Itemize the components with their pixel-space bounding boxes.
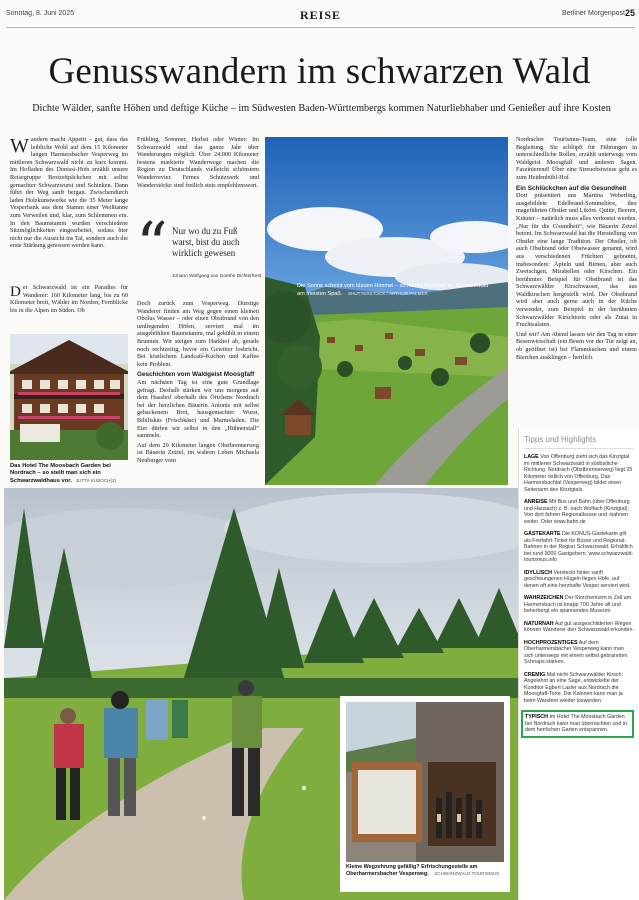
tip-label: NATURNAH xyxy=(524,620,554,627)
tip-text: Mit Bus und Bahn (über Offenburg und Hausach) z. B. nach Wolfach (Kinzigtal). Von dort fahren Regionalbusse und -bahnen weiter. Oder www.bahn.de xyxy=(524,499,630,525)
tip-item xyxy=(524,499,634,525)
page-number: 25 xyxy=(624,8,635,18)
tip-text: Auf gut ausgeschilderten Wegen können Wanderer den Schwarzwald erkunden. xyxy=(524,620,634,633)
tip-text: Mal nicht Schwarzwälder Kirsch: Angelehnt an eine Sage, entwickelte der Konditor Egbert Lasler aus Nordrach die Moosgfaff-Torte. Die Kalorien kann man ja beim Wandern wieder loswerden. xyxy=(524,671,623,704)
section-subhead: Geschichten vom Waldgeist Moosgfaff xyxy=(137,371,255,379)
hotel-photo-image xyxy=(10,334,128,460)
paragraph: Frühling, Sommer, Herbst oder Winter: Im Schwarzwald sind das ganze Jahr über Wanderungen möglich. Über 24.000 Kilometer bestens markierte Wanderwege machen die Region zu Deutschlands vielleicht schönstem Wanderrevier. Fernes Schutzwerk und Wanderstöcke sind freilich stets empfehlenswert. xyxy=(137,136,259,189)
valley-photo-image xyxy=(265,137,508,485)
section-title: REISE xyxy=(299,8,342,22)
tip-label: TYPISCH xyxy=(525,714,548,720)
tip-label: IDYLLISCH xyxy=(524,569,552,576)
tip-label: GÄSTEKARTE xyxy=(524,531,561,537)
tip-item xyxy=(524,570,634,590)
caption-text: Kleine Wegzehrung gefällig? Erfrischungsstelle am Oberharmersbacher Vesperweg. xyxy=(346,864,478,877)
paragraph: Doch zurück zum Vesperweg. Durstige Wanderer finden am Weg gegen einen kleinen Obolus Wasser – oder einen Obstbrand von den umliegenden Höfen, serviert mal im ausgehöhlten Baumstamm, mal gekühlt in einem Brunnen. Wir steigen zum Harkhof ab, gerade noch rechtzeitig, bevor ein Gewitter losbricht. Bei köstlichem Landcafé-Kuchen und Kaffee kein Problem. xyxy=(137,300,259,368)
tips-title: Tipps und Highlights xyxy=(524,435,634,449)
tip-label: ANREISE xyxy=(524,499,548,505)
refreshment-photo-caption xyxy=(346,864,506,877)
issue-date: Sonntag, 8. Juni 2025 xyxy=(6,10,75,17)
article-column-1 xyxy=(10,136,128,252)
tip-item xyxy=(524,531,634,564)
photo-credit: SCHWARZWALD TOURISMUS xyxy=(434,870,500,876)
tip-text: Von Offenburg zieht sich das Kinzigtal im mittleren Schwarzwald in südöstliche Richtung. Nordrach (Obstbrennerweg) liegt 25 Kilometer östlich von Offenburg, Das Harmersbachtal (Vesperweg) bildet einen Seitenarm des Kinzigtals. xyxy=(524,454,633,493)
photo-credit: JUTTA KUBOCH(2) xyxy=(75,478,117,483)
article-column-2-top xyxy=(137,136,259,191)
newspaper-name: Berliner Morgenpost xyxy=(561,10,625,17)
tip-item xyxy=(524,621,634,634)
refreshment-photo xyxy=(340,696,510,892)
tip-label: HOCHPROZENTIGES xyxy=(524,639,578,646)
tip-item xyxy=(524,640,634,666)
section-subhead: Ein Schlückchen auf die Gesundheit xyxy=(516,184,627,192)
article-column-1b xyxy=(10,284,128,316)
paragraph: andern macht Appetit – gut, dass das leibliche Wohl auf dem 15 Kilometer langen Harmersbacher Vesperweg im mittleren Schwarzwald nicht zu kurz kommt. Im Hofladen des Donissi-Hofs erzählt unsere Reisegruppe Brotzeitpäckchen mit selbst gemachter Schwarzwurst und Schinken. Dann führt der Weg sanft bergan. Zwischendurch laden Holzkunstwerke wie die 35 Meter lange Vesperbank aus dem Stamm einer Weißtanne zum Verweilen und, klar, zum Schlemmen ein. In den Baumstamm wurden verschiedene Sitzmöglichkeiten eingearbeitet, sodass hier nicht nur die Aussicht ins Tal, sondern auch die erste Stärkung genossen werden kann. xyxy=(10,136,128,250)
quote-mark-icon: “ xyxy=(136,208,168,281)
page-header xyxy=(6,8,635,28)
hotel-photo-caption xyxy=(10,463,128,485)
article-subhead: Dichte Wälder, sanfte Höhen und deftige Küche – im Südwesten Baden-Württembergs kommen Naturliebhaber und Genießer auf ihre Kosten xyxy=(32,103,611,114)
paragraph: er Schwarzwald ist ein Paradies für Wanderer: 160 Kilometer lang, bis zu 60 Kilometer breit, Wälder im Norden, Fernblicke bis in die Alpen im Süden. Ob xyxy=(10,284,128,314)
paragraph: Auf dem 20 Kilometer langen Obstbrennerweg ist Bäuerin Zetzel, im wahren Leben Michaela Neuburger vom xyxy=(137,441,259,464)
article-column-4 xyxy=(516,136,637,363)
valley-photo-caption xyxy=(297,283,497,298)
photo-credit: SHUTTERSTOCK / ARTHUR PALMER xyxy=(347,291,428,296)
tip-item-highlighted xyxy=(521,710,634,738)
valley-photo xyxy=(265,137,508,485)
dropcap: W xyxy=(10,135,29,157)
refreshment-photo-image xyxy=(346,702,504,862)
tip-item xyxy=(524,454,634,493)
paragraph: Dort präsentiert uns Martina Weberling, ausgebildete Edelbrand-Sommelière, ihre mageführten Obstler und Liköre. Quitte, Beeren, Kräuter – natürlich muss alles verkostet werden. „Nur für die G'sundheit“, wie Bäuerin Zetzel betont. Im Schwarzwald hat die Herstellung von Obstler eine lange Tradition. Der Obstler, oft auch Obstbrand oder Obstwasser genannt, wird aus verschiedenen Früchten gebrannt, insbesondere: Äpfeln und Birnen, aber auch Zwetschgen, Mirabellen oder Kirschen. Ein berühmtes Beispiel für Obstbrand ist das Schwarzwälder Kirschwasser, das aus Waldkirschen hergestellt wird. Der Obstbrand wird aber auch gerne auch in der Küche verwendet, zum Beispiel in der berühmten Schwarzwälder Kirschtorte oder als Zutat in Fruchtsalaten. xyxy=(516,192,637,329)
tip-text: Die KONUS-Gästekarte gilt als Freifahrt-Ticket für Busse und Regional-Bahnen in der Region Schwarzwald. Erhältlich bei rund 9000 Gastgebern. www.schwarzwald-tourismus.info xyxy=(524,531,634,563)
tip-text: Der Storchenturm in Zell am Harmersbach ist knapp 700 Jahre alt und beherbergt ein spannendes Museum. xyxy=(524,595,632,614)
hotel-photo xyxy=(10,334,128,460)
tip-label: WAHRZEICHEN xyxy=(524,595,564,601)
quote-author: Johann Wolfgang von Goethe Dichterfürst xyxy=(172,274,262,279)
paragraph: Nordracher Tourismus-Team, eine tolle Begleitung. Sie schlüpft für Führungen in unterschiedliche Rollen, erzählt unterwegs vom Waldgeist Moosgfaff und anderen Sagen. Faszinierend! Über eine Streuobstwiese geht es zum Heidenbühl-Hof. xyxy=(516,136,637,181)
quote-text: Nur wo du zu Fuß warst, bist du auch wirklich gewesen xyxy=(172,226,240,258)
article-headline: Genusswandern im schwarzen Wald xyxy=(48,51,591,92)
tip-text: Im Hotel The Moosbach Garden bei Nordrach kann man übernachten und in dem herrlichen Garten entspannen. xyxy=(525,714,627,733)
tip-text: Versteckt hinter sanft geschwungenen Hügeln liegen Höfe, auf denen oft eine herzhafte Vesper serviert wird. xyxy=(524,569,631,589)
tips-box xyxy=(518,428,639,900)
dropcap: D xyxy=(10,284,21,300)
caption-text: Das Hotel The Moosbach Garden bei Nordrach – so stellt man sich ein Schwarzwaldhaus vor. xyxy=(10,463,111,484)
tip-label: LAGE xyxy=(524,454,539,460)
tip-text: Auf dem Oberharmersbacher Vesperweg kann man sich unterwegs mit einem selbst gebrannten Schnaps stärken. xyxy=(524,639,628,665)
tip-label: CREMIG xyxy=(524,671,546,678)
tip-item xyxy=(524,595,634,615)
caption-text: Die Sonne scheint vom blauen Himmel – so macht Wandern im Schwarzwald am meisten Spaß. xyxy=(297,283,489,297)
tip-item xyxy=(524,672,634,705)
paragraph: Und wir? Am Abend lassen wir den Tag in einer Besenwirtschaft (ein Besen vor der Tür zeigt an, ob geöffnet ist) bei Flammkuchen und einem Bierchen ausklingen – herrlich. xyxy=(516,330,637,361)
paragraph: Am nächsten Tag ist eine gute Grundlage gefragt. Deshalb stärken wir uns morgens auf dem Haashof oberhalb des Örtchens Nordrach bei der herzlichen Bäuerin Antonis mit selbst gebackenem Brot, hausgemachter Wurst, Bibiliskäs (Frischkäse) und Marmeladen. Die Eier dürfen wir selbst in den „Hühnerstall“ sammeln. xyxy=(137,378,259,440)
article-column-2 xyxy=(137,300,259,466)
